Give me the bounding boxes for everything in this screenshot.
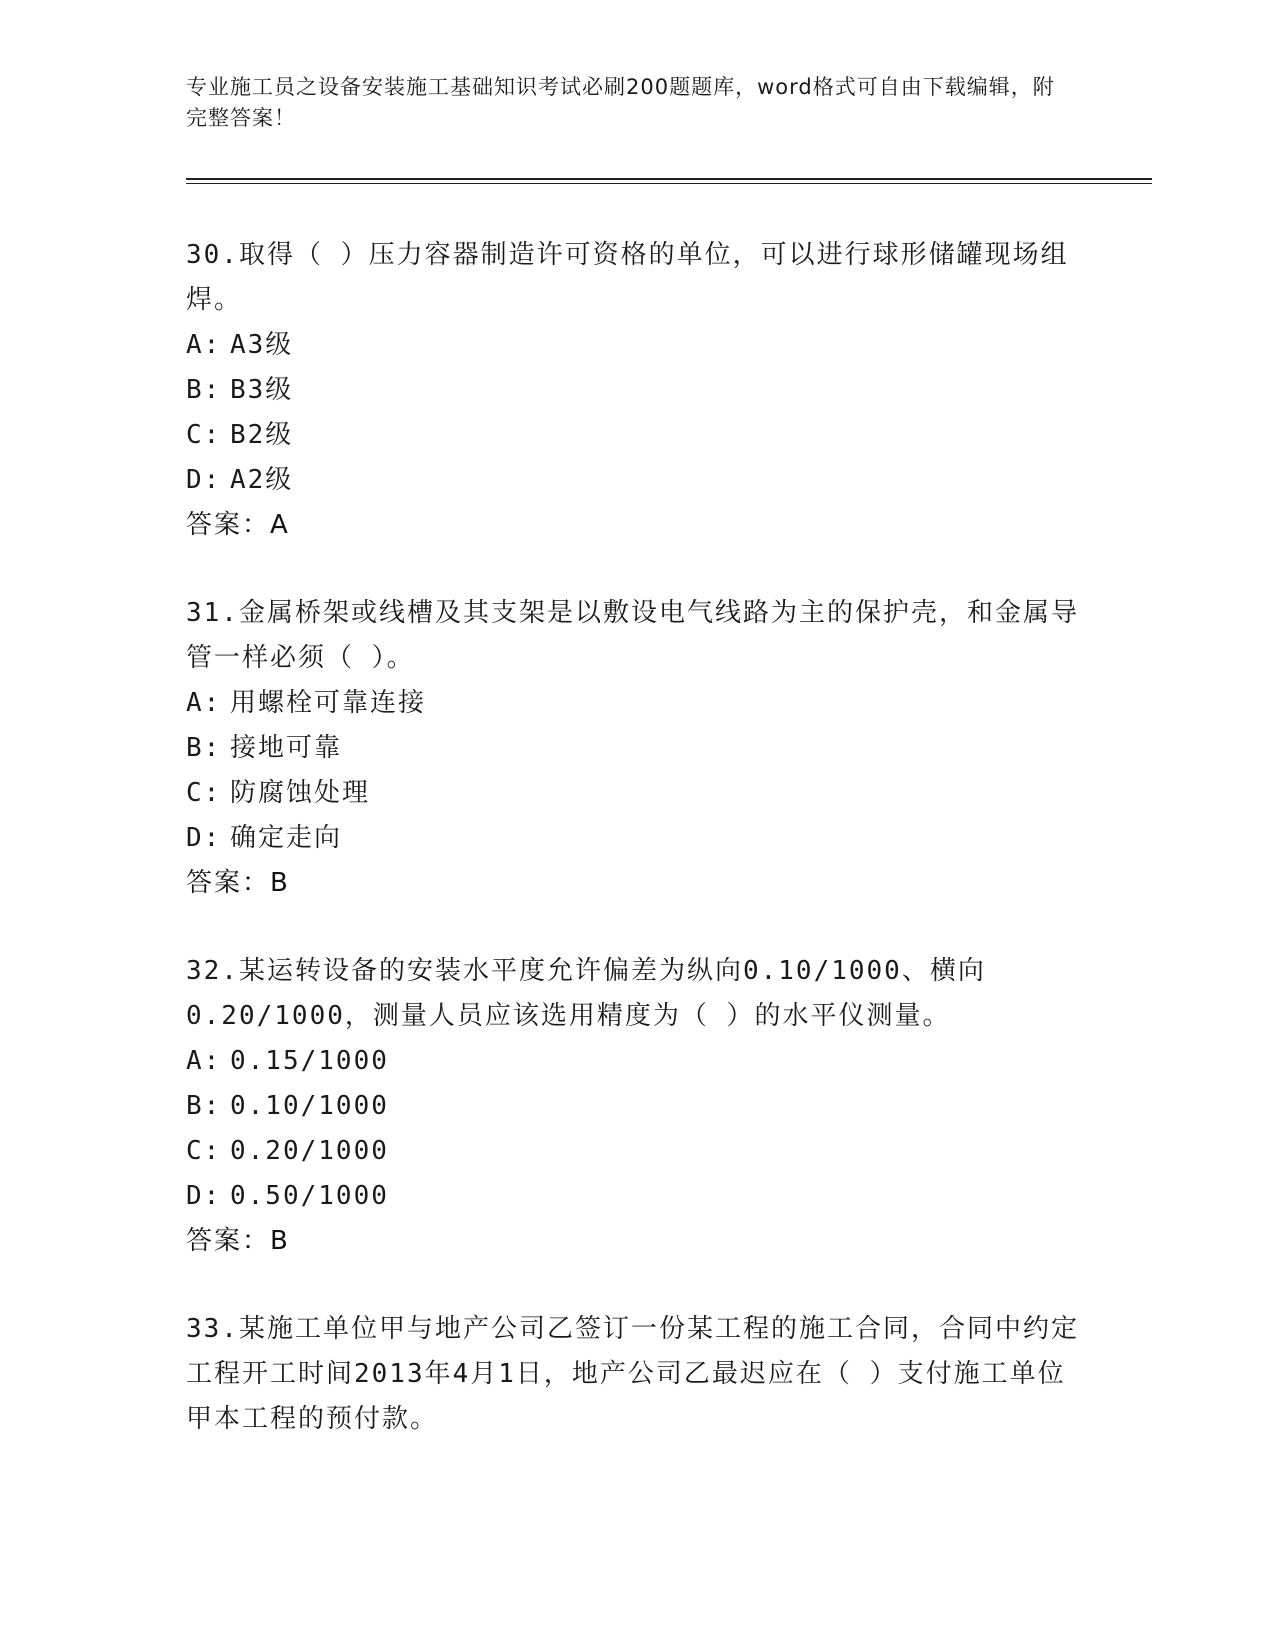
option-text: 防腐蚀处理 [230, 778, 371, 808]
option-key: C: [186, 1136, 222, 1166]
option-key: B: [186, 733, 222, 763]
question-stem: 30.取得（ ）压力容器制造许可资格的单位，可以进行球形储罐现场组焊。 [186, 240, 1069, 315]
option-key: A: [186, 330, 222, 360]
question-30 [186, 233, 1086, 548]
option-a [186, 1039, 1086, 1084]
option-key: A: [186, 1046, 222, 1076]
answer-line: 答案：B [186, 1226, 290, 1256]
option-d [186, 458, 1086, 503]
option-b [186, 726, 1086, 771]
header-divider [186, 178, 1152, 180]
question-list [186, 233, 1086, 1485]
option-text: 0.10/1000 [230, 1091, 389, 1121]
option-key: C: [186, 420, 222, 450]
question-33 [186, 1307, 1086, 1442]
option-d [186, 816, 1086, 861]
option-c [186, 1129, 1086, 1174]
option-b [186, 368, 1086, 413]
option-a [186, 323, 1086, 368]
option-key: B: [186, 1091, 222, 1121]
option-text: 0.15/1000 [230, 1046, 389, 1076]
option-key: B: [186, 375, 222, 405]
option-text: 用螺栓可靠连接 [230, 688, 427, 718]
option-b [186, 1084, 1086, 1129]
option-key: D: [186, 465, 222, 495]
option-text: 确定走向 [230, 823, 343, 853]
answer-line: 答案：A [186, 510, 290, 540]
option-text: 0.50/1000 [230, 1181, 389, 1211]
question-stem: 31.金属桥架或线槽及其支架是以敷设电气线路为主的保护壳，和金属导管一样必须（ ）。 [186, 598, 1079, 673]
option-text: 接地可靠 [230, 733, 343, 763]
answer-line: 答案：B [186, 868, 290, 898]
option-key: D: [186, 823, 222, 853]
document-header: 专业施工员之设备安装施工基础知识考试必刷200题题库，word格式可自由下载编辑，附完整答案！ [186, 75, 1055, 130]
header-divider-thin [186, 183, 1152, 184]
option-a [186, 681, 1086, 726]
option-key: A: [186, 688, 222, 718]
option-key: D: [186, 1181, 222, 1211]
option-c [186, 771, 1086, 816]
option-d [186, 1174, 1086, 1219]
option-text: B3级 [230, 375, 294, 405]
option-c [186, 413, 1086, 458]
option-text: A2级 [230, 465, 294, 495]
option-text: B2级 [230, 420, 294, 450]
option-text: 0.20/1000 [230, 1136, 389, 1166]
question-31 [186, 591, 1086, 906]
question-stem: 32.某运转设备的安装水平度允许偏差为纵向0.10/1000、横向0.20/1000，测量人员应该选用精度为（ ）的水平仪测量。 [186, 956, 986, 1031]
option-key: C: [186, 778, 222, 808]
question-32 [186, 949, 1086, 1264]
option-text: A3级 [230, 330, 294, 360]
question-stem: 33.某施工单位甲与地产公司乙签订一份某工程的施工合同，合同中约定工程开工时间2013年4月1日，地产公司乙最迟应在（ ）支付施工单位甲本工程的预付款。 [186, 1314, 1079, 1434]
